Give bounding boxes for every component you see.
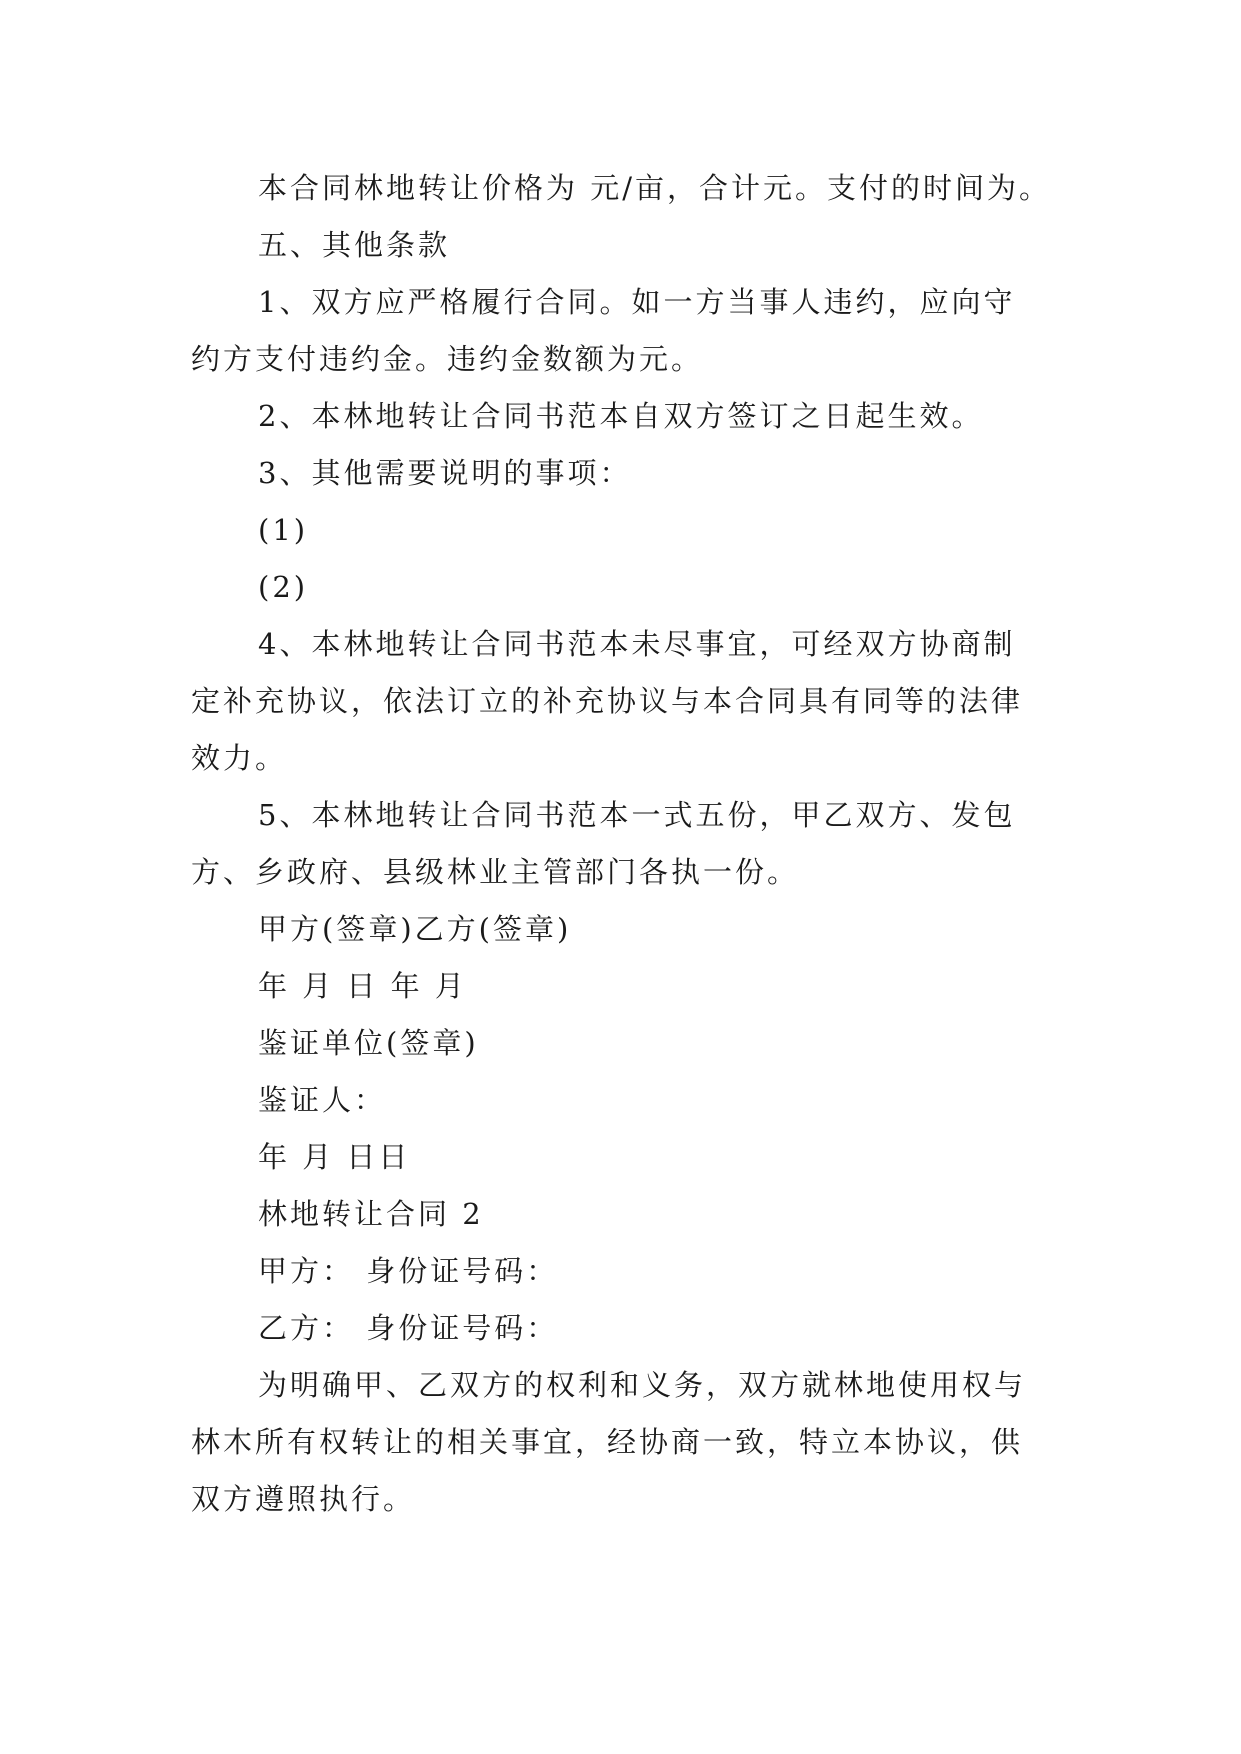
certifier: 鉴证人：: [258, 1083, 387, 1117]
certifier-date: 年 月 日日: [258, 1140, 411, 1174]
paragraph-price: 本合同林地转让价格为 元/亩，合计元。支付的时间为。: [258, 171, 1051, 205]
preamble-line-3: 双方遵照执行。: [191, 1482, 416, 1516]
clause-5-line-2: 方、乡政府、县级林业主管部门各执一份。: [191, 855, 800, 889]
clause-4-line-2: 定补充协议，依法订立的补充协议与本合同具有同等的法律: [191, 684, 1024, 718]
clause-3-item-2: (2): [258, 570, 309, 604]
clause-1-line-1: 1、双方应严格履行合同。如一方当事人违约，应向守: [258, 285, 1016, 319]
signature-dates: 年 月 日 年 月: [258, 969, 467, 1003]
clause-4-line-1: 4、本林地转让合同书范本未尽事宜，可经双方协商制: [258, 627, 1016, 661]
party-a-id: 甲方： 身份证号码：: [258, 1254, 559, 1288]
clause-1-line-2: 约方支付违约金。违约金数额为元。: [191, 342, 704, 376]
clause-2: 2、本林地转让合同书范本自双方签订之日起生效。: [258, 399, 984, 433]
certifying-unit: 鉴证单位(签章): [258, 1026, 479, 1060]
clause-5-line-1: 5、本林地转让合同书范本一式五份，甲乙双方、发包: [258, 798, 1016, 832]
preamble-line-2: 林木所有权转让的相关事宜，经协商一致，特立本协议，供: [191, 1425, 1024, 1459]
preamble-line-1: 为明确甲、乙双方的权利和义务，双方就林地使用权与: [258, 1368, 1027, 1402]
contract-2-title: 林地转让合同 2: [258, 1197, 484, 1231]
party-b-id: 乙方： 身份证号码：: [258, 1311, 559, 1345]
clause-3-item-1: (1): [258, 513, 309, 547]
clause-4-line-3: 效力。: [191, 741, 288, 775]
clause-3: 3、其他需要说明的事项：: [258, 456, 632, 490]
section-heading-other-terms: 五、其他条款: [258, 228, 451, 262]
signature-parties: 甲方(签章)乙方(签章): [258, 912, 572, 946]
